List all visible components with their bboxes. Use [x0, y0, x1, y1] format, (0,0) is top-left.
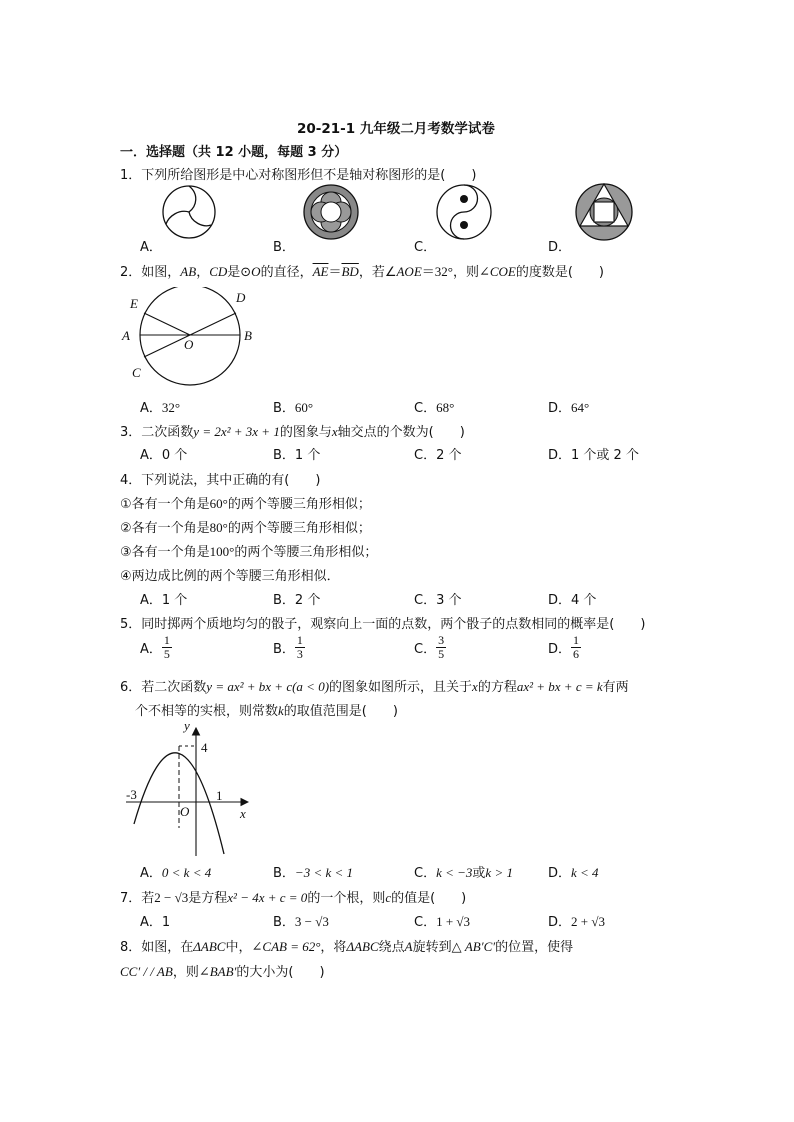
- label-c: C: [132, 365, 141, 380]
- figure-a-swirl-icon: [163, 186, 215, 238]
- q4-option-b: B．2 个: [273, 593, 321, 608]
- question-2: 2．如图，AB，CD是⊙O的直径，$\overline{AE}=\overline{BD}$，若∠AOE＝32°，则∠COE的度数是( ): [120, 264, 605, 280]
- q2-circle-diagram: [116, 287, 266, 387]
- question-8: 8．如图，在ΔABC中，∠CAB = 62°，将ΔABC绕点A旋转到△ AB′C′的位置，使得: [120, 939, 574, 955]
- figure-d-triangle-square-icon: [576, 184, 632, 240]
- q7-option-d: D．2 + √3: [548, 914, 605, 930]
- label-one: 1: [216, 788, 223, 803]
- question-3: 3．二次函数y = 2x² + 3x + 1的图象与x轴交点的个数为( ): [120, 424, 465, 440]
- question-4: 4．下列说法，其中正确的有( ): [120, 473, 321, 488]
- q7-option-a: A．1: [140, 915, 171, 930]
- label-four: 4: [201, 740, 208, 755]
- section-heading: 一．选择题（共 12 小题，每题 3 分）: [120, 145, 348, 160]
- label-o: O: [184, 337, 194, 352]
- label-b: B: [244, 328, 252, 343]
- figure-b-petals-icon: [304, 185, 358, 239]
- q3-option-a: A．0 个: [140, 448, 188, 463]
- q1-option-d: D．: [548, 240, 572, 255]
- page-title: 20-21-1 九年级二月考数学试卷: [297, 121, 495, 137]
- question-number: 1．: [120, 168, 142, 183]
- circle-o: [140, 287, 240, 385]
- figure-c-yinyang-icon: [437, 185, 491, 239]
- q6-option-c: C．k < −3或k > 1: [414, 865, 513, 881]
- label-e: E: [130, 296, 138, 311]
- label-origin: O: [180, 804, 190, 819]
- q4-statement-3: ③各有一个角是100°的两个等腰三角形相似；: [120, 544, 378, 560]
- question-1: [120, 164, 476, 183]
- q4-statement-2: ②各有一个角是80°的两个等腰三角形相似；: [120, 520, 371, 536]
- question-8-line2: CC′ / / AB，则∠BAB′的大小为( ): [120, 964, 325, 980]
- q5-option-d: D． $\frac{1}{6}$: [548, 633, 580, 661]
- q6-option-d: D．k < 4: [548, 865, 599, 881]
- label-neg3: -3: [126, 787, 137, 802]
- label-y: y: [184, 718, 190, 733]
- q4-statement-1: ①各有一个角是60°的两个等腰三角形相似；: [120, 496, 371, 512]
- q5-option-c: C． $\frac{3}{5}$: [414, 633, 445, 661]
- q5-option-b: B． $\frac{1}{3}$: [273, 633, 303, 661]
- q3-option-c: C．2 个: [414, 448, 462, 463]
- question-5: 5．同时掷两个质地均匀的骰子，观察向上一面的点数，两个骰子的点数相同的概率是( ): [120, 617, 646, 632]
- q2-option-a: A．32°: [140, 400, 181, 416]
- label-x: x: [240, 806, 246, 821]
- question-6: 6．若二次函数y = ax² + bx + c(a < 0)的图象如图所示，且关于x的方程ax² + bx + c = k有两: [120, 679, 629, 695]
- q6-option-a: A．0 < k < 4: [140, 865, 212, 881]
- q1-option-b: B．: [273, 240, 295, 255]
- q6-option-b: B．−3 < k < 1: [273, 865, 354, 881]
- q2-option-c: C．68°: [414, 400, 455, 416]
- q7-option-b: B．3 − √3: [273, 914, 329, 930]
- question-stem: 下列所给图形是中心对称图形但不是轴对称图形的是( ): [141, 168, 477, 183]
- q3-option-b: B．1 个: [273, 448, 321, 463]
- q4-option-a: A．1 个: [140, 593, 188, 608]
- q1-option-c: C．: [414, 240, 437, 255]
- radius-oe: [144, 313, 190, 335]
- question-number: 2．: [120, 265, 142, 280]
- q3-option-d: D．1 个或 2 个: [548, 448, 639, 463]
- q4-option-c: C．3 个: [414, 593, 462, 608]
- q1-option-a: A．: [140, 240, 162, 255]
- q2-option-b: B．60°: [273, 400, 314, 416]
- question-7: 7．若2 − √3是方程x² − 4x + c = 0的一个根，则c的值是( ): [120, 890, 467, 906]
- label-d: D: [236, 290, 246, 305]
- label-a: A: [122, 328, 130, 343]
- q1-figures: [160, 183, 660, 241]
- q7-option-c: C．1 + √3: [414, 914, 471, 930]
- q4-option-d: D．4 个: [548, 593, 597, 608]
- q6-parabola-graph: [118, 718, 258, 858]
- question-6-line2: 个不相等的实根，则常数k的取值范围是( ): [135, 703, 398, 719]
- q4-statement-4: ④两边成比例的两个等腰三角形相似．: [120, 569, 340, 584]
- q5-option-a: A． $\frac{1}{5}$: [140, 633, 170, 661]
- q2-option-d: D．64°: [548, 400, 590, 416]
